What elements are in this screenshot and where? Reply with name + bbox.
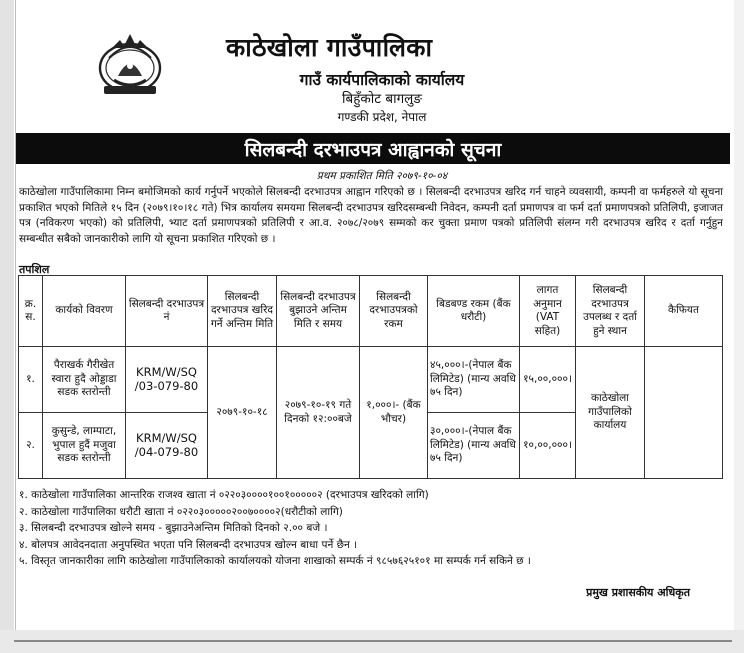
row-serial: २.	[19, 413, 43, 479]
row-work-description: कुसुन्डे, लाम्पाटा, भुपाल हुदैं मजुवा सडक स्तरोन्ती	[43, 413, 126, 479]
row-bid-bond: ४५,०००।-(नेपाल बैंक लिमिटेड) (मान्य अवधि ७५ दिन)	[428, 347, 520, 413]
publication-date: प्रथम प्रकाशित मिति २०७९-१०-०४	[316, 170, 448, 182]
municipality-title: काठेखोला गाउँपालिका	[226, 33, 433, 62]
row-serial: १.	[19, 347, 43, 413]
header-purchase-deadline: सिलबन्दी दरभाउपत्र खरिद गर्ने अन्तिम मिति	[208, 276, 277, 347]
row-work-description: पैराखर्क गैरीखेत स्वारा हुदै ओड्डाडा सडक स्तरोन्ती	[43, 347, 126, 413]
header-bid-number: सिलबन्दी दरभाउपत्र नं	[126, 276, 208, 347]
header-bid-fee: सिलबन्दी दरभाउपत्रको रकम	[360, 276, 428, 347]
header-bid-bond: बिडबण्ड रकम (बैंक धरौटी)	[428, 276, 520, 347]
row-cost-estimate: १०,००,०००।	[520, 413, 576, 479]
notice-banner-title: सिलबन्दी दरभाउपत्र आह्वानको सूचना	[244, 139, 502, 161]
remarks-cell	[645, 347, 723, 479]
header-work-description: कार्यको विवरण	[43, 276, 126, 347]
nepal-government-emblem-icon	[96, 30, 164, 96]
header-availability-place: सिलबन्दी दरभाउपत्र उपलब्ध र दर्ता हुने स्थान	[576, 276, 645, 347]
table-row	[19, 347, 723, 413]
header-cost-estimate: लागत अनुमान (VAT सहित)	[520, 276, 576, 347]
shared-submission-deadline: २०७९-१०-१९ गते दिनको १२:००बजे	[277, 347, 360, 479]
header-remarks: कैफियत	[645, 276, 723, 347]
shared-availability-place: काठेखोला गाउँपालिको कार्यालय	[576, 347, 645, 479]
details-label: तपशिल	[19, 263, 50, 276]
header-submission-deadline: सिलबन्दी दरभाउपत्र बुझाउने अन्तिम मिति र समय	[277, 276, 360, 347]
office-subtitle: गाउँ कार्यपालिकाको कार्यालय	[299, 71, 465, 89]
shared-bid-fee: १,०००।- (बैंक भौचर)	[360, 347, 428, 479]
table-header-row	[19, 276, 723, 347]
note-item: ३. सिलबन्दी दरभाउपत्र खोल्ने समय - बुझाउनेअन्तिम मितिको दिनको २.०० बजे ।	[19, 522, 328, 535]
row-bid-number: KRM/W/SQ /03-079-80	[126, 347, 208, 413]
notice-banner	[16, 133, 730, 164]
row-bid-bond: ३०,०००।-(नेपाल बैंक लिमिटेड) (मान्य अवधि ७५ दिन)	[428, 413, 520, 479]
note-item: ५. विस्तृत जानकारीका लागि काठेखोला गाउँपालिकाको कार्यालयको योजना शाखाको सम्पर्क नं ९८५७६२५१०१ मा सम्पर्क गर्न सकिने छ ।	[19, 555, 531, 568]
note-item: ४. बोलपत्र आवेदनदाता अनुपस्थित भएता पनि सिलबन्दी दरभाउपत्र खोल्न बाधा पर्ने छैन ।	[19, 538, 358, 551]
row-bid-number: KRM/W/SQ /04-079-80	[126, 413, 208, 479]
intro-paragraph: काठेखोला गाउँपालिकामा निम्न बमोजिमको कार्य गर्नुपर्ने भएकोले सिलबन्दी दरभाउपत्र आह्वान गरिएको छ । सिलबन्दी दरभाउपत्र खरिद गर्न चाहने व्यवसायी, कम्पनी वा फर्महरुले यो सूचना प्रकाशित भएको मितिले १५ दिन (२०७९।१०।१८ गते) भित्र कार्यालय समयमा सिलबन्दी दरभाउपत्र खरिदसम्बन्धी निवेदन, कम्पनी दर्ता प्रमाणपत्र वा फर्म दर्ता प्रमाणपत्रको प्रतिलिपी, इजाजत पत्र (नविकरण भएको) को प्रतिलिपी, भ्याट दर्ता प्रमाणपत्रको प्रतिलिपी र आ.व. २०७८/२०७९ सम्मको कर चुक्ता प्रमाण पत्रको प्रतिलिपी संलग्न गरी दरभाउपत्र खरिद र दर्ता गर्नुहुन सम्बन्धीत सबैको जानकारीको लागि यो सूचना प्रकाशित गरिएको छ ।	[19, 186, 723, 245]
note-item: २. काठेखोला गाउँपालिका धरौटी खाता नं ०२२०३०००००२००७००००२(धरौटीको लागि)	[19, 505, 343, 518]
address-line-2: गण्डकी प्रदेश, नेपाल	[337, 110, 427, 124]
right-page-edge	[734, 0, 744, 653]
left-page-edge	[0, 0, 14, 653]
shared-purchase-deadline: २०७९-१०-१८	[208, 347, 277, 479]
tender-table	[18, 275, 723, 479]
row-cost-estimate: १५,००,०००।	[520, 347, 576, 413]
header-serial: क्र. स.	[19, 276, 43, 347]
left-border-line	[15, 0, 16, 640]
bottom-rule	[14, 640, 732, 642]
notes-list	[19, 487, 729, 570]
address-line-1: बिहुँकोट बागलुङ	[342, 91, 422, 107]
note-item: १. काठेखोला गाउँपालिका आन्तरिक राजश्व खाता नं ०२२०३००००१००१०००००२ (दरभाउपत्र खरिदको लागि)	[19, 489, 429, 501]
signatory-title: प्रमुख प्रशासकीय अधिकृत	[586, 586, 690, 599]
